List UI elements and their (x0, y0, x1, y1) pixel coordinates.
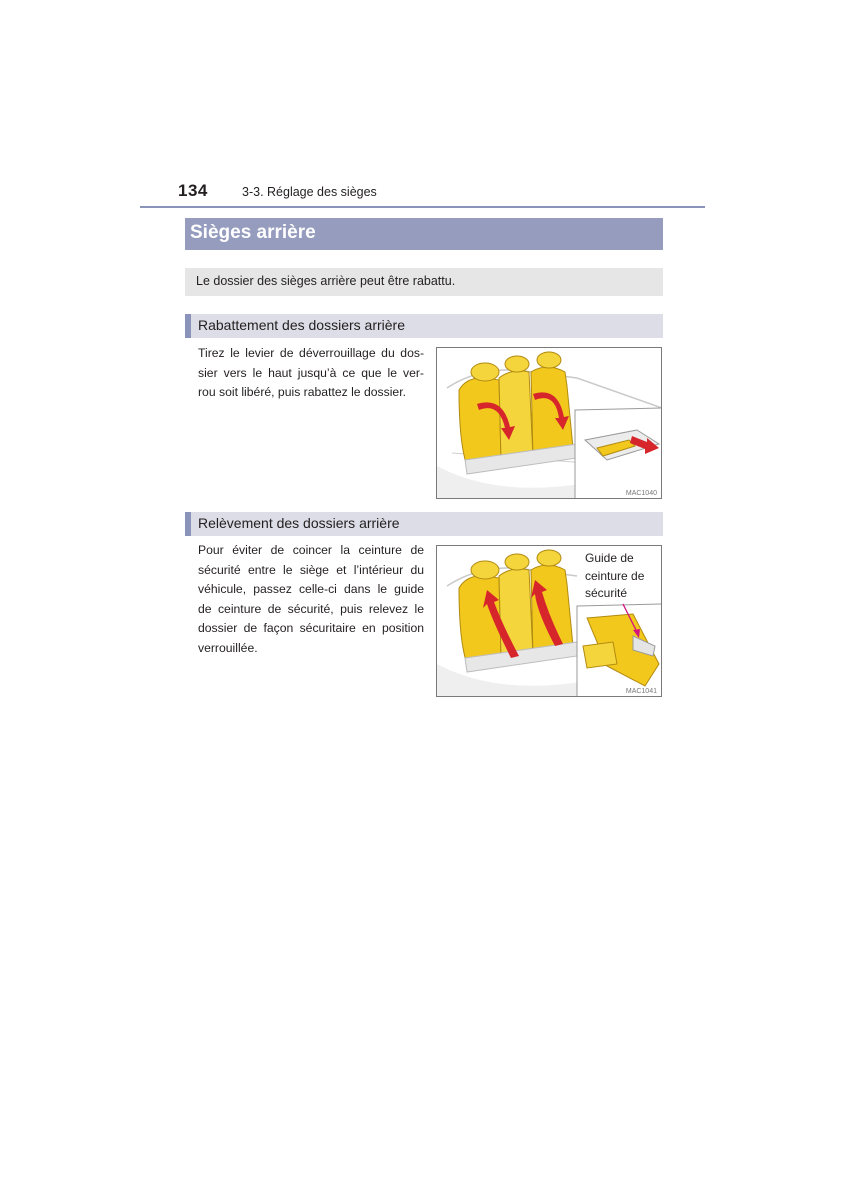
text-line: véhicule, passez celle-ci dans le guide (198, 582, 424, 596)
subheading-raising (185, 512, 663, 536)
text-line: Pour éviter de coincer la ceinture de (198, 543, 424, 557)
text-line: sécurité entre le siège et l’intérieur du (198, 562, 424, 577)
header-divider (140, 206, 705, 208)
text-line: de ceinture de sécurité, puis relevez le (198, 601, 424, 616)
subheading-folding (185, 314, 663, 338)
text-line: sier vers le haut jusqu’à ce que le ver- (198, 365, 424, 380)
raising-illustration (436, 545, 662, 697)
page-title-bar (185, 218, 663, 250)
text-line: dossier de façon sécuritaire en position (198, 621, 424, 635)
seat-backs (459, 550, 577, 672)
figure-code: MAC1040 (625, 490, 657, 497)
intro-text: Le dossier des sièges arrière peut être rabattu. (196, 274, 456, 288)
text-line: rou soit libéré, puis rabattez le dossier. (198, 385, 406, 399)
callout-line: sécurité (585, 586, 628, 600)
folding-illustration (436, 347, 662, 499)
text-line: verrouillée. (198, 640, 258, 655)
belt-guide-callout (585, 550, 659, 603)
subheading-folding-label: Rabattement des dossiers arrière (198, 317, 405, 333)
figure-code: MAC1041 (625, 688, 657, 695)
page-title: Sièges arrière (190, 222, 316, 243)
raising-instructions (198, 541, 424, 658)
callout-line: Guide de (585, 551, 634, 565)
subheading-raising-label: Relèvement des dossiers arrière (198, 515, 400, 531)
folding-instructions (198, 344, 424, 403)
callout-line: ceinture de (585, 568, 645, 583)
rear-seat-folding-drawing (437, 348, 662, 499)
section-breadcrumb: 3-3. Réglage des sièges (242, 185, 377, 199)
intro-box (185, 268, 663, 296)
page-number: 134 (178, 181, 208, 200)
text-line: Tirez le levier de déverrouillage du dos- (198, 346, 424, 360)
